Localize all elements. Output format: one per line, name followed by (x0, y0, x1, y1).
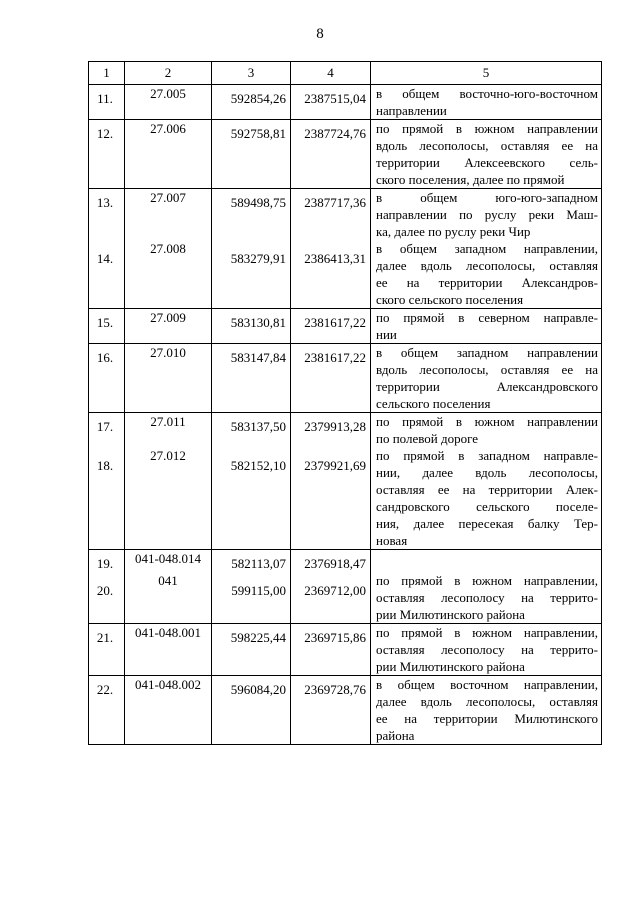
point-code: 27.012 (125, 447, 212, 550)
coordinate-x: 583137,50 (212, 413, 291, 448)
coordinate-y: 2386413,31 (291, 240, 371, 309)
description-line: направлении по руслу реки Маш- (376, 207, 598, 222)
description-line: ка, далее по руслу реки Чир (376, 224, 531, 239)
coordinate-x: 592854,26 (212, 85, 291, 120)
direction-description (371, 676, 602, 745)
description-line: нии, далее вдоль лесополосы, (376, 465, 598, 480)
coordinate-x: 598225,44 (212, 624, 291, 676)
coordinate-x: 582152,10 (212, 447, 291, 550)
column-header-1: 1 (89, 62, 125, 85)
point-code: 27.010 (125, 344, 212, 413)
coordinate-x: 592758,81 (212, 120, 291, 189)
coordinate-y: 2387515,04 (291, 85, 371, 120)
description-line: по прямой в южном направлении, (376, 573, 598, 588)
table-row (89, 120, 602, 189)
coordinate-x: 583279,91 (212, 240, 291, 309)
direction-description (371, 550, 602, 573)
table-row (89, 572, 602, 624)
description-line: нии (376, 327, 397, 342)
description-line: оставляя лесополосу на террито- (376, 590, 598, 605)
boundary-points-table (88, 61, 602, 745)
description-line: оставляя лесополосу на террито- (376, 642, 598, 657)
description-line: по прямой в западном направле- (376, 448, 598, 463)
description-line: по прямой в южном направлении (376, 414, 598, 429)
coordinate-x: 582113,07 (212, 550, 291, 573)
direction-description (371, 85, 602, 120)
coordinate-y: 2369728,76 (291, 676, 371, 745)
table-row (89, 413, 602, 448)
table-row (89, 344, 602, 413)
description-line: района (376, 728, 415, 743)
row-number: 19. (89, 550, 125, 573)
coordinate-x: 583130,81 (212, 309, 291, 344)
description-line: по прямой в северном направле- (376, 310, 598, 325)
direction-description (371, 189, 602, 241)
description-line: сандровского сельского поселе- (376, 499, 598, 514)
coordinate-y: 2369715,86 (291, 624, 371, 676)
table-row (89, 240, 602, 309)
table-row (89, 676, 602, 745)
description-line: далее вдоль лесополосы, оставляя (376, 694, 598, 709)
column-header-4: 4 (291, 62, 371, 85)
point-code: 27.007 (125, 189, 212, 241)
row-number: 17. (89, 413, 125, 448)
coordinate-x: 599115,00 (212, 572, 291, 624)
row-number: 18. (89, 447, 125, 550)
description-line: в общем восточно-юго-восточном (376, 86, 598, 101)
row-number: 14. (89, 240, 125, 309)
description-line: оставляя ее на территории Алек- (376, 482, 598, 497)
coordinate-x: 583147,84 (212, 344, 291, 413)
table-row (89, 447, 602, 550)
coordinate-x: 596084,20 (212, 676, 291, 745)
point-code: 041-048.002 (125, 676, 212, 745)
description-line: по полевой дороге (376, 431, 479, 446)
description-line: ского сельского поселения (376, 292, 524, 307)
point-code: 041 (125, 572, 212, 624)
description-line: ее на территории Александров- (376, 275, 598, 290)
point-code: 27.009 (125, 309, 212, 344)
description-line: рии Милютинского района (376, 607, 525, 622)
point-code: 27.006 (125, 120, 212, 189)
row-number: 13. (89, 189, 125, 241)
direction-description (371, 309, 602, 344)
description-line: новая (376, 533, 408, 548)
direction-description (371, 447, 602, 550)
direction-description (371, 344, 602, 413)
direction-description (371, 624, 602, 676)
point-code: 27.011 (125, 413, 212, 448)
description-line: вдоль лесополосы, оставляя ее на (376, 138, 598, 153)
direction-description (371, 120, 602, 189)
row-number: 11. (89, 85, 125, 120)
description-line: ее на территории Милютинского (376, 711, 598, 726)
row-number: 22. (89, 676, 125, 745)
coordinate-x: 589498,75 (212, 189, 291, 241)
table-row (89, 85, 602, 120)
description-line: территории Александровского (376, 379, 598, 394)
point-code: 27.008 (125, 240, 212, 309)
description-line: по прямой в южном направлении, (376, 625, 598, 640)
description-line: по прямой в южном направлении (376, 121, 598, 136)
direction-description (371, 240, 602, 309)
description-line: направлении (376, 103, 447, 118)
column-header-3: 3 (212, 62, 291, 85)
table-row (89, 550, 602, 573)
table-row (89, 189, 602, 241)
coordinate-y: 2379921,69 (291, 447, 371, 550)
description-line: в общем западном направлении, (376, 241, 598, 256)
description-line: сельского поселения (376, 396, 491, 411)
point-code: 041-048.001 (125, 624, 212, 676)
description-line: рии Милютинского района (376, 659, 525, 674)
row-number: 12. (89, 120, 125, 189)
description-line: вдоль лесополосы, оставляя ее на (376, 362, 598, 377)
description-line: в общем восточном направлении, (376, 677, 598, 692)
description-line: ния, далее пересекая балку Тер- (376, 516, 598, 531)
page-number: 8 (316, 26, 324, 42)
direction-description (371, 413, 602, 448)
point-code: 041-048.014 (125, 550, 212, 573)
coordinate-y: 2381617,22 (291, 309, 371, 344)
row-number: 21. (89, 624, 125, 676)
coordinate-y: 2381617,22 (291, 344, 371, 413)
description-line: в общем западном направлении (376, 345, 598, 360)
description-line: ского поселения, далее по прямой (376, 172, 565, 187)
row-number: 15. (89, 309, 125, 344)
column-header-2: 2 (125, 62, 212, 85)
row-number: 20. (89, 572, 125, 624)
column-header-5: 5 (371, 62, 602, 85)
table-header (89, 62, 602, 85)
table-body (89, 85, 602, 745)
table-row (89, 309, 602, 344)
coordinate-y: 2387724,76 (291, 120, 371, 189)
description-line: в общем юго-юго-западном (376, 190, 598, 205)
description-line: далее вдоль лесополосы, оставляя (376, 258, 598, 273)
coordinate-y: 2387717,36 (291, 189, 371, 241)
description-line: территории Алексеевского сель- (376, 155, 598, 170)
coordinate-y: 2376918,47 (291, 550, 371, 573)
coordinate-y: 2369712,00 (291, 572, 371, 624)
table-row (89, 624, 602, 676)
direction-description (371, 572, 602, 624)
point-code: 27.005 (125, 85, 212, 120)
coordinate-y: 2379913,28 (291, 413, 371, 448)
row-number: 16. (89, 344, 125, 413)
